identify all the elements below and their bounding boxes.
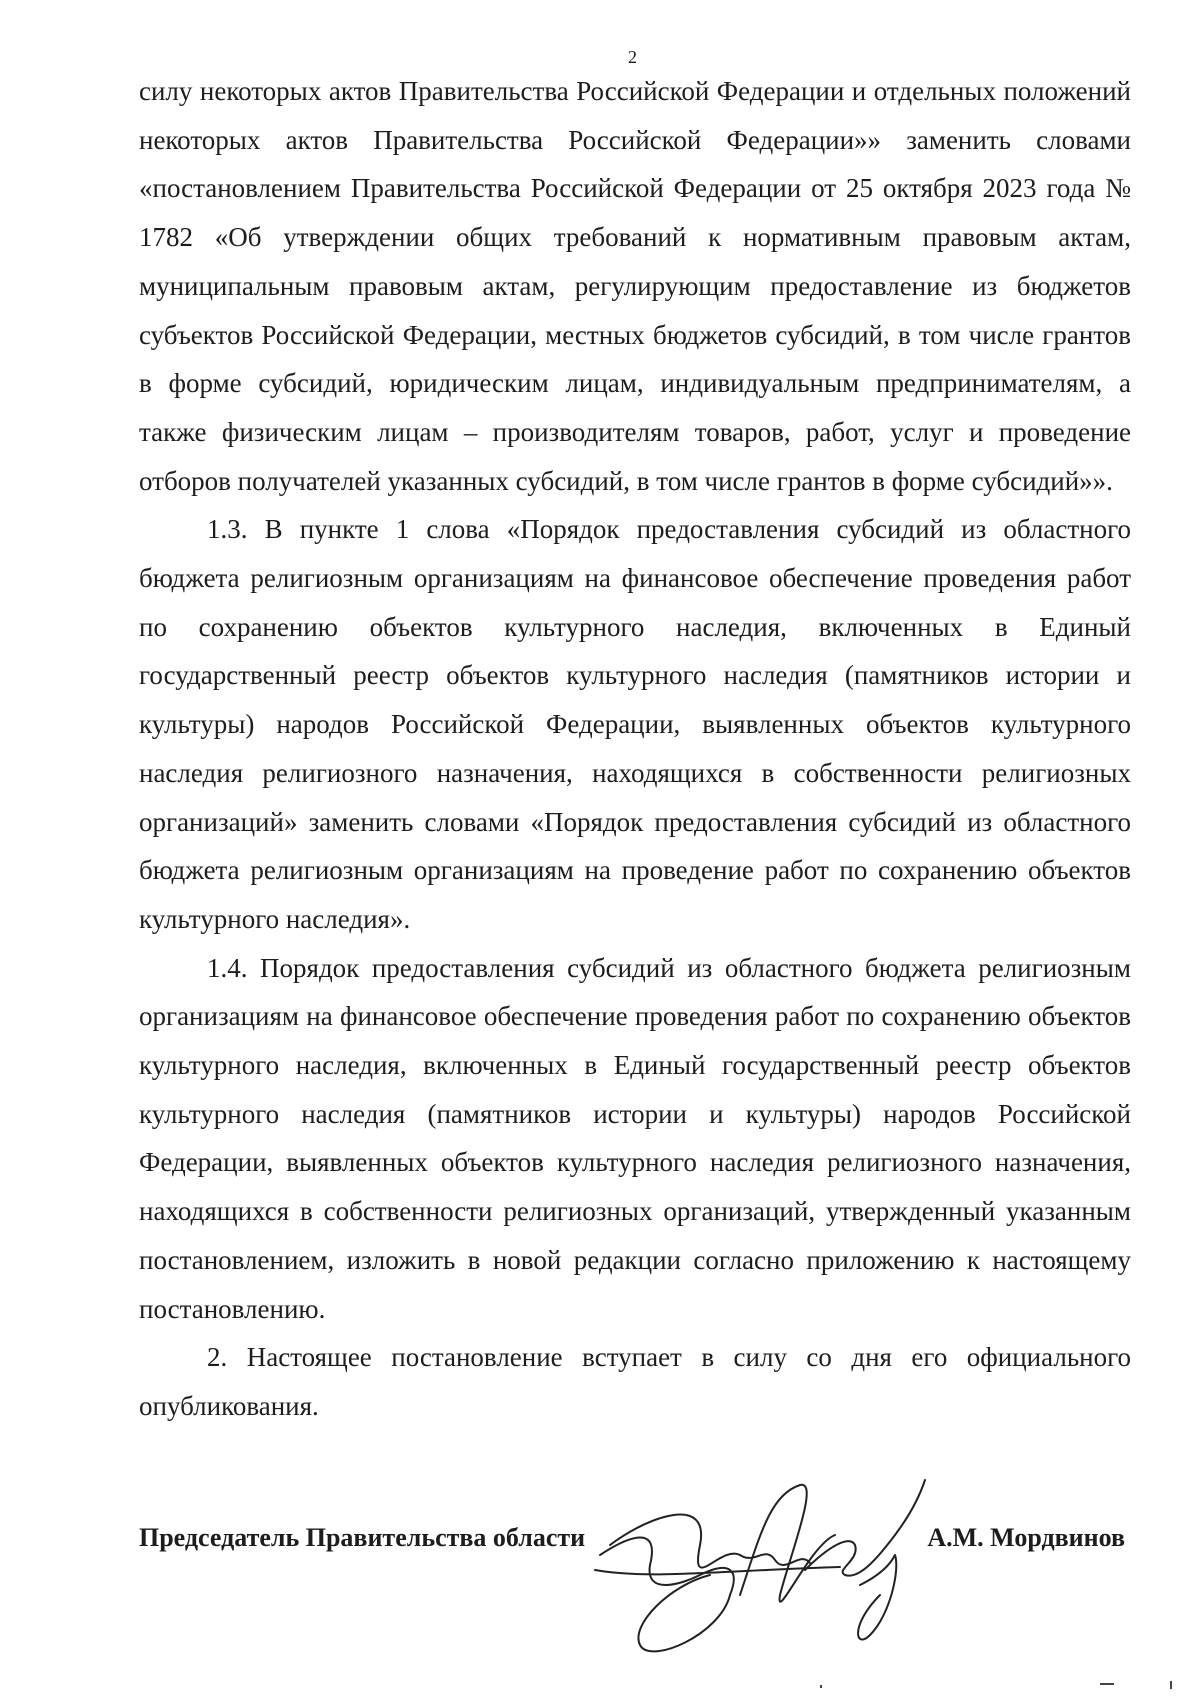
page-edge-marks [820,1675,1180,1695]
document-body [139,67,1131,1431]
signatory-name: А.М. Мордвинов [927,1523,1125,1552]
paragraph-1-4: 1.4. Порядок предоставления субсидий из областного бюджета религиозным организациям на финансовое обеспечение проведения работ по сохранению объектов культурного наследия, включенных в Единый государственный реестр объектов культурного наследия (памятников истории и культуры) народов Российской Федерации, выявленных объектов культурного наследия религиозного назначения, находящихся в собственности религиозных организаций, утвержденный указанным постановлением, изложить в новой редакции согласно приложению к настоящему постановлению. [139,952,1131,1324]
handwritten-signature [590,1475,950,1675]
paragraph-2: 2. Настоящее постановление вступает в силу со дня его официального опубликования. [139,1342,1131,1421]
paragraph-1-3: 1.3. В пункте 1 слова «Порядок предоставления субсидий из областного бюджета религиозным организациям на финансовое обеспечение проведения работ по сохранению объектов культурного наследия, включенных в Единый государственный реестр объектов культурного наследия (памятников истории и культуры) народов Российской Федерации, выявленных объектов культурного наследия религиозного назначения, находящихся в собственности религиозных организаций» заменить словами «Порядок предоставления субсидий из областного бюджета религиозным организациям на проведение работ по сохранению объектов культурного наследия». [139,514,1131,934]
page-number: 2 [628,47,637,67]
paragraph-continuation: силу некоторых актов Правительства Российской Федерации и отдельных положений некоторых актов Правительства Российской Федерации»» заменить словами «постановлением Правительства Российской Федерации от 25 октября 2023 года № 1782 «Об утверждении общих требований к нормативным правовым актам, муниципальным правовым актам, регулирующим предоставление из бюджетов субъектов Российской Федерации, местных бюджетов субсидий, в том числе грантов в форме субсидий, юридическим лицам, индивидуальным предпринимателям, а также физическим лицам – производителям товаров, работ, услуг и проведение отборов получателей указанных субсидий, в том числе грантов в форме субсидий»». [139,76,1131,496]
signatory-title: Председатель Правительства области [139,1523,586,1552]
